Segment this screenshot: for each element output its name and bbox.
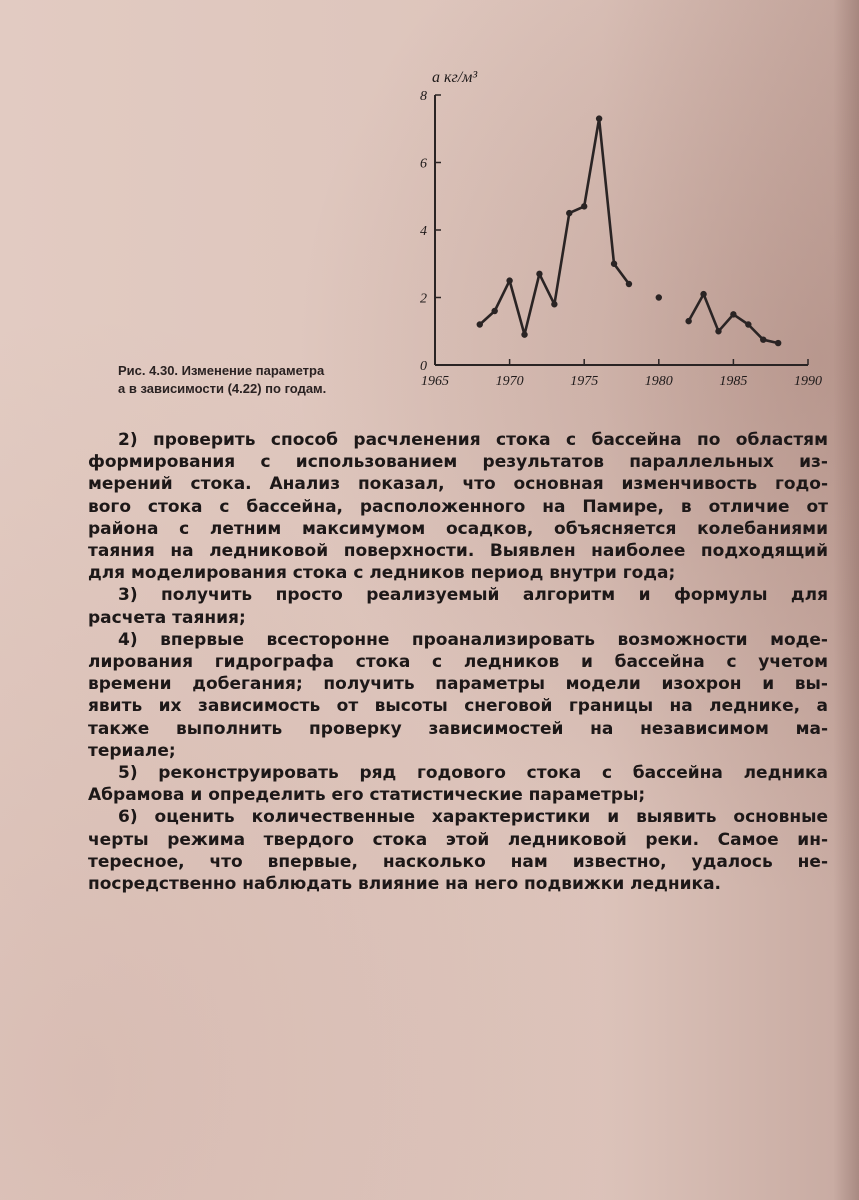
text-line: 5) реконструировать ряд годового стока с бассейна ледника xyxy=(118,763,828,784)
figure-4-30-chart xyxy=(410,62,830,402)
data-point xyxy=(521,331,527,337)
y-tick-label: 2 xyxy=(420,291,427,307)
x-tick-label: 1990 xyxy=(794,374,822,389)
text-line: 4) впервые всесторонне проанализировать возможности моде- xyxy=(118,629,828,650)
text-line: 2) проверить способ расчленения стока с бассейна по областям xyxy=(118,430,828,450)
text-line: для моделирования стока с ледников период внутри года; xyxy=(88,563,676,584)
text-line: 6) оценить количественные характеристики и выявить основные xyxy=(118,807,828,828)
text-line: района с летним максимумом осадков, объясняется колебаниями xyxy=(88,518,828,539)
y-tick-label: 8 xyxy=(420,89,427,104)
data-point xyxy=(745,321,751,327)
text-line: 3) получить просто реализуемый алгоритм и формулы для xyxy=(118,585,828,606)
text-line: вого стока с бассейна, расположенного на Памире, в отличие от xyxy=(88,496,828,517)
data-point xyxy=(596,115,602,121)
text-line: мерений стока. Анализ показал, что основная изменчивость годо- xyxy=(88,474,828,495)
text-line: черты режима твердого стока этой ледниковой реки. Самое ин- xyxy=(88,829,828,850)
text-line: Абрамова и определить его статистические параметры; xyxy=(88,785,646,806)
data-point xyxy=(760,336,766,342)
figure-caption xyxy=(118,362,408,398)
data-point xyxy=(730,311,736,317)
text-line: формирования с использованием результатов параллельных из- xyxy=(88,452,828,473)
data-point xyxy=(536,271,542,277)
data-point xyxy=(656,294,662,300)
caption-line: Рис. 4.30. Изменение параметра xyxy=(118,363,325,378)
data-point xyxy=(506,277,512,283)
caption-line: a в зависимости (4.22) по годам. xyxy=(118,381,327,396)
x-tick-label: 1980 xyxy=(644,374,673,389)
y-tick-label: 0 xyxy=(420,359,427,374)
data-point xyxy=(700,291,706,297)
text-line: териале; xyxy=(88,740,176,761)
text-line: посредственно наблюдать влияние на него подвижки ледника. xyxy=(88,874,722,895)
data-point xyxy=(581,203,587,209)
text-line: расчета таяния; xyxy=(88,607,246,628)
body-text xyxy=(88,429,828,895)
text-line: явить их зависимость от высоты снеговой границы на леднике, а xyxy=(88,696,828,717)
text-line: тересное, что впервые, насколько нам известно, удалось не- xyxy=(88,851,828,872)
series-line xyxy=(689,294,779,343)
data-point xyxy=(551,301,557,307)
x-tick-label: 1985 xyxy=(719,374,748,389)
data-point xyxy=(626,281,632,287)
text-line: таяния на ледниковой поверхности. Выявлен наиболее подходящий xyxy=(88,541,828,562)
x-tick-label: 1965 xyxy=(421,374,449,389)
y-tick-label: 4 xyxy=(420,224,427,239)
text-line: времени добегания; получить параметры модели изохрон и вы- xyxy=(88,674,828,695)
x-tick-label: 1970 xyxy=(495,374,524,389)
chart-series xyxy=(477,115,782,346)
data-point xyxy=(566,210,572,216)
data-point xyxy=(611,261,617,267)
data-point xyxy=(477,321,483,327)
x-tick-label: 1975 xyxy=(570,374,599,389)
text-line: лирования гидрографа стока с ледников и бассейна с учетом xyxy=(88,652,828,673)
chart-ticks xyxy=(420,89,822,389)
chart-axes xyxy=(435,95,808,365)
data-point xyxy=(491,308,497,314)
data-point xyxy=(775,340,781,346)
y-axis-label: a кг/м³ xyxy=(432,69,478,86)
data-point xyxy=(685,318,691,324)
text-line: также выполнить проверку зависимостей на независимом ма- xyxy=(88,718,828,739)
data-point xyxy=(715,328,721,334)
y-tick-label: 6 xyxy=(420,156,427,172)
